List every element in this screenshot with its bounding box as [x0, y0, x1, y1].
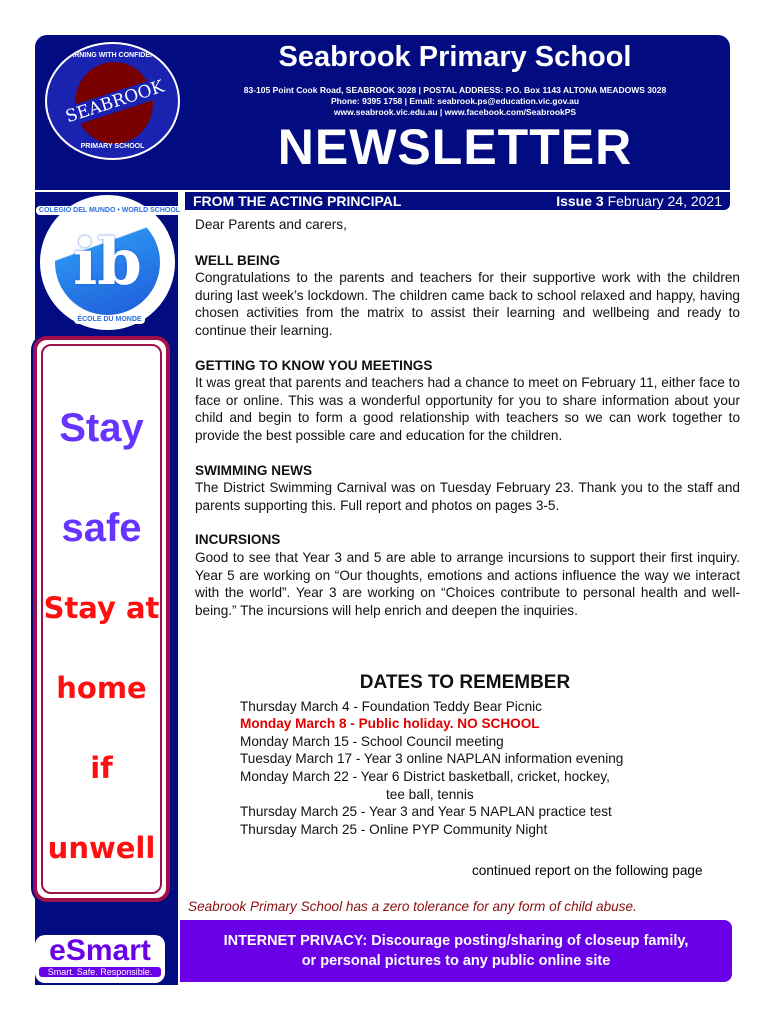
principal-report — [195, 216, 740, 619]
logo-name: SEABROOK — [55, 74, 175, 130]
date-item: Thursday March 25 - Year 3 and Year 5 NAPLAN practice test — [240, 804, 612, 820]
date-item: Tuesday March 17 - Year 3 online NAPLAN information evening — [240, 751, 624, 767]
date-item-cont: tee ball, tennis — [386, 786, 474, 802]
logo-bottom: PRIMARY SCHOOL — [80, 143, 145, 150]
continued-note: continued report on the following page — [472, 863, 703, 878]
heading-swimming: SWIMMING NEWS — [195, 462, 313, 478]
newsletter-title: NEWSLETTER — [277, 119, 633, 175]
issue-number: Issue 3 — [556, 193, 604, 209]
esmart-name: eSmart — [49, 934, 151, 967]
body-swimming: The District Swimming Carnival was on Tuesday February 23. Thank you to the staff and parents supporting this. Full report and photos on pages 3-5. — [195, 480, 740, 513]
web-links: www.seabrook.vic.edu.au | www.facebook.com/SeabrookPS — [333, 107, 577, 117]
stay-text: Stay — [59, 406, 144, 450]
body-incursions: Good to see that Year 3 and 5 are able to arrange incursions to support their first inquiry. Year 5 are working on “Our thoughts, emotions and actions influence the way we interact with the world”. Year 3 are working on “Choices contribute to personal health and well-being.” The incursions will help enrich and deepen the inquiries. — [195, 549, 740, 618]
section-title: FROM THE ACTING PRINCIPAL — [193, 193, 402, 209]
body-meetings: It was great that parents and teachers had a chance to meet on February 11, either face to face or online. This was a wonderful opportunity for you to share information about your child and begin to form a good relationship with teachers so we can work together to provide the best possible care and education for the children. — [195, 375, 740, 443]
privacy-line-2: or personal pictures to any public online site — [301, 953, 611, 969]
internet-privacy-banner — [180, 920, 732, 982]
privacy-line-1: INTERNET PRIVACY: Discourage posting/sharing of closeup family, — [223, 933, 689, 949]
greeting: Dear Parents and carers, — [195, 217, 347, 232]
esmart-logo — [35, 935, 165, 983]
contact-block — [180, 85, 730, 118]
ib-ring-bottom: ÉCOLE DU MONDE — [74, 315, 144, 324]
date-item: Thursday March 4 - Foundation Teddy Bear Picnic — [240, 698, 542, 714]
zero-tolerance-statement: Seabrook Primary School has a zero tolerance for any form of child abuse. — [188, 899, 637, 914]
body-well-being: Congratulations to the parents and teachers for their supportive work with the children during last week’s lockdown. The children came back to school relaxed and happy, having chosen activities from the matrix to assist their learning and wellbeing and ready to continue their learning. — [195, 270, 740, 338]
address: 83-105 Point Cook Road, SEABROOK 3028 | POSTAL ADDRESS: P.O. Box 1143 ALTONA MEADOWS 3028 — [243, 85, 667, 95]
esmart-tagline: Smart. Safe. Responsible. — [39, 967, 161, 977]
dates-to-remember — [240, 674, 660, 838]
ib-world-school-logo — [38, 195, 181, 330]
date-item: Monday March 15 - School Council meeting — [240, 733, 504, 749]
dates-title: DATES TO REMEMBER — [359, 672, 571, 693]
section-bar — [185, 192, 730, 210]
unwell-text: unwell — [47, 831, 156, 865]
date-item-holiday: Monday March 8 - Public holiday. NO SCHOOL — [240, 716, 540, 732]
if-text: if — [90, 751, 113, 785]
logo-motto: LEARNING WITH CONFIDENCE — [60, 52, 165, 59]
safe-text: safe — [61, 506, 142, 550]
school-name: Seabrook Primary School — [278, 41, 632, 73]
ib-letters: ib — [55, 210, 160, 315]
stay-at-text: Stay at — [43, 591, 160, 625]
issue-date: February 24, 2021 — [607, 193, 722, 209]
stay-safe-banner — [33, 336, 170, 902]
heading-well-being: WELL BEING — [195, 252, 281, 268]
school-logo — [45, 42, 180, 160]
date-item: Thursday March 25 - Online PYP Community Night — [240, 821, 548, 837]
contact: Phone: 9395 1758 | Email: seabrook.ps@education.vic.gov.au — [330, 96, 580, 106]
heading-meetings: GETTING TO KNOW YOU MEETINGS — [195, 357, 433, 373]
date-item: Monday March 22 - Year 6 District basketball, cricket, hockey, — [240, 768, 610, 784]
ib-ring-top: COLEGIO DEL MUNDO • WORLD SCHOOL — [36, 206, 183, 215]
home-text: home — [56, 671, 147, 705]
heading-incursions: INCURSIONS — [195, 532, 281, 548]
